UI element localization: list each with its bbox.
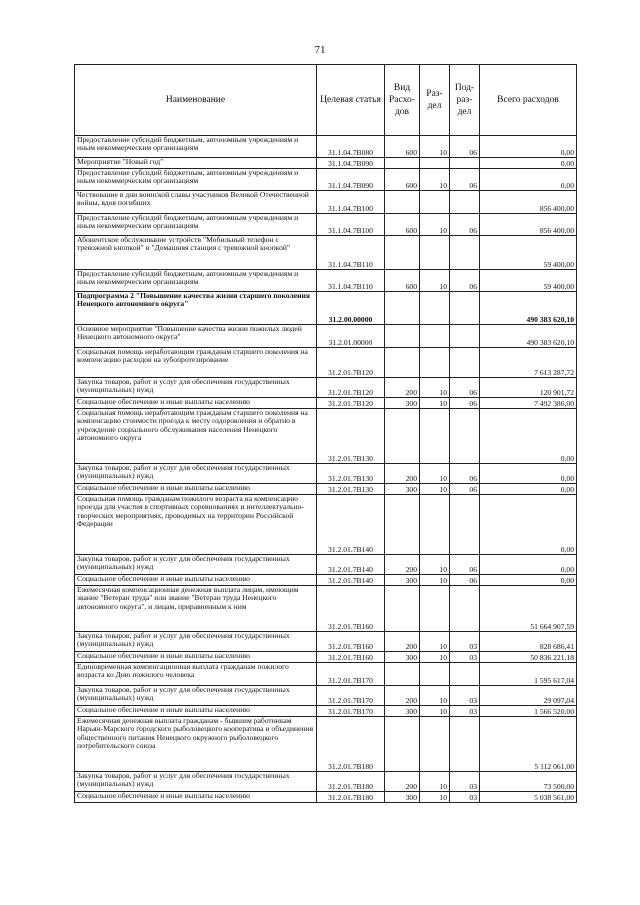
row-section [420, 717, 450, 772]
row-total: 5 112 061,00 [480, 717, 577, 772]
table-row [75, 484, 577, 495]
row-subsection: 06 [450, 484, 480, 495]
row-total: 51 664 907,59 [480, 586, 577, 632]
row-total: 0,00 [480, 158, 577, 169]
row-total: 29 097,04 [480, 686, 577, 706]
row-target-code: 31.2.01.7В140 [317, 575, 385, 586]
row-target-code: 31.2.01.7В130 [317, 464, 385, 484]
row-expense-type: 200 [385, 632, 420, 652]
row-expense-type [385, 236, 420, 270]
table-row [75, 792, 577, 803]
row-name: Социальное обеспечение и иные выплаты населению [75, 706, 317, 717]
table-row [75, 348, 577, 378]
row-total: 828 686,41 [480, 632, 577, 652]
row-name: Предоставление субсидий бюджетным, автономным учреждениям и иным некоммерческим организациям [75, 214, 317, 236]
row-expense-type: 600 [385, 214, 420, 236]
row-name: Закупка товаров, работ и услуг для обеспечения государственных (муниципальных) нужд [75, 772, 317, 792]
row-name: Предоставление субсидий бюджетным, автономным учреждениям и иным некоммерческим организациям [75, 270, 317, 292]
row-expense-type: 300 [385, 706, 420, 717]
row-name: Закупка товаров, работ и услуг для обеспечения государственных (муниципальных) нужд [75, 555, 317, 575]
row-section: 10 [420, 214, 450, 236]
row-expense-type: 200 [385, 464, 420, 484]
row-subsection: 03 [450, 772, 480, 792]
table-row [75, 270, 577, 292]
row-expense-type: 600 [385, 136, 420, 158]
row-target-code: 31.2.01.7В120 [317, 378, 385, 398]
row-total: 7 492 386,00 [480, 398, 577, 409]
row-subsection [450, 586, 480, 632]
row-total: 59 400,00 [480, 270, 577, 292]
row-subsection: 06 [450, 214, 480, 236]
table-row [75, 575, 577, 586]
table-row [75, 191, 577, 214]
row-total: 0,00 [480, 495, 577, 555]
table-row [75, 495, 577, 555]
header-subsection: Под- раз- дел [450, 65, 480, 136]
row-section: 10 [420, 652, 450, 663]
row-section: 10 [420, 632, 450, 652]
row-total: 490 383 620,10 [480, 325, 577, 348]
row-subsection [450, 292, 480, 325]
row-subsection [450, 409, 480, 464]
table-row [75, 236, 577, 270]
table-row [75, 169, 577, 191]
row-expense-type [385, 495, 420, 555]
row-target-code: 31.2.01.7В140 [317, 555, 385, 575]
table-row [75, 464, 577, 484]
row-section: 10 [420, 792, 450, 803]
row-section: 10 [420, 484, 450, 495]
row-target-code: 31.2.01.7В160 [317, 652, 385, 663]
row-expense-type: 300 [385, 484, 420, 495]
row-name: Закупка товаров, работ и услуг для обеспечения государственных (муниципальных) нужд [75, 464, 317, 484]
row-total: 1 566 520,00 [480, 706, 577, 717]
row-expense-type: 200 [385, 378, 420, 398]
row-subsection: 06 [450, 270, 480, 292]
row-section [420, 158, 450, 169]
row-total: 856 400,00 [480, 191, 577, 214]
row-target-code: 31.1.04.7В100 [317, 214, 385, 236]
row-total: 0,00 [480, 484, 577, 495]
row-section: 10 [420, 555, 450, 575]
row-subsection [450, 348, 480, 378]
table-row [75, 717, 577, 772]
row-name: Ежемесячная денежная выплата гражданам - бывшим работникам Нарьян-Марского городского рыболовецкого кооператива и объединения общественного питания Ненецкого окружного рыболовецкого потребительского союза [75, 717, 317, 772]
row-name: Социальная помощь неработающим гражданам старшего поколения на компенсацию расходов на зубопротезирование [75, 348, 317, 378]
row-target-code: 31.2.01.00000 [317, 325, 385, 348]
table-row [75, 555, 577, 575]
row-name: Основное мероприятие "Повышение качества жизни пожилых людей Ненецкого автономного округа" [75, 325, 317, 348]
row-section [420, 663, 450, 686]
row-target-code: 31.2.01.7В180 [317, 717, 385, 772]
row-total: 50 836 221,18 [480, 652, 577, 663]
row-name: Закупка товаров, работ и услуг для обеспечения государственных (муниципальных) нужд [75, 686, 317, 706]
row-subsection [450, 236, 480, 270]
table-row [75, 706, 577, 717]
row-expense-type [385, 717, 420, 772]
row-total: 7 613 287,72 [480, 348, 577, 378]
header-target: Целевая статья [317, 65, 385, 136]
row-expense-type [385, 292, 420, 325]
row-total: 856 400,00 [480, 214, 577, 236]
header-name: Наименование [75, 65, 317, 136]
row-target-code: 31.2.01.7В120 [317, 398, 385, 409]
row-expense-type [385, 586, 420, 632]
row-section [420, 191, 450, 214]
header-type: Вид Расхо- дов [385, 65, 420, 136]
header-section: Раз- дел [420, 65, 450, 136]
row-expense-type: 200 [385, 555, 420, 575]
row-target-code: 31.2.01.7В130 [317, 484, 385, 495]
row-section [420, 325, 450, 348]
row-target-code: 31.1.04.7В110 [317, 270, 385, 292]
table-row [75, 398, 577, 409]
row-subsection: 06 [450, 464, 480, 484]
table-row [75, 325, 577, 348]
table-row [75, 632, 577, 652]
row-name: Предоставление субсидий бюджетным, автономным учреждениям и иным некоммерческим организациям [75, 136, 317, 158]
row-target-code: 31.1.04.7В080 [317, 136, 385, 158]
row-name: Социальное обеспечение и иные выплаты населению [75, 398, 317, 409]
row-subsection [450, 495, 480, 555]
row-target-code: 31.2.01.7В170 [317, 663, 385, 686]
row-total: 120 901,72 [480, 378, 577, 398]
row-total: 0,00 [480, 555, 577, 575]
table-row [75, 772, 577, 792]
row-name: Единовременная компенсационная выплата гражданам пожилого возраста ко Дню пожилого человека [75, 663, 317, 686]
row-section: 10 [420, 136, 450, 158]
row-total: 0,00 [480, 169, 577, 191]
row-subsection [450, 717, 480, 772]
row-subsection: 06 [450, 378, 480, 398]
row-target-code: 31.1.04.7В100 [317, 191, 385, 214]
row-section: 10 [420, 772, 450, 792]
row-subsection: 03 [450, 792, 480, 803]
row-section [420, 409, 450, 464]
table-header-row [75, 65, 577, 136]
row-name: Социальная помощь неработающим гражданам старшего поколения на компенсацию стоимости проезда к месту оздоровления и обратно в учреждение социального обслуживания населения Ненецкого автономного округа [75, 409, 317, 464]
row-total: 0,00 [480, 409, 577, 464]
table-row [75, 214, 577, 236]
row-name: Абонентское обслуживание устройств "Мобильный телефон с тревожной кнопкой" и "Домашняя станция с тревожной кнопкой" [75, 236, 317, 270]
row-subsection: 06 [450, 555, 480, 575]
table-row [75, 686, 577, 706]
row-section [420, 495, 450, 555]
row-name: Социальное обеспечение и иные выплаты населению [75, 792, 317, 803]
row-expense-type [385, 348, 420, 378]
row-target-code: 31.2.01.7В120 [317, 348, 385, 378]
row-total: 490 383 620,10 [480, 292, 577, 325]
row-section: 10 [420, 169, 450, 191]
row-name: Подпрограмма 2 "Повышение качества жизни старшего поколения Ненецкого автономного округа" [75, 292, 317, 325]
row-subsection: 03 [450, 632, 480, 652]
row-subsection: 06 [450, 398, 480, 409]
header-total: Всего расходов [480, 65, 577, 136]
row-target-code: 31.1.04.7В090 [317, 169, 385, 191]
row-name: Социальное обеспечение и иные выплаты населению [75, 484, 317, 495]
row-subsection [450, 158, 480, 169]
row-total: 59 400,00 [480, 236, 577, 270]
row-expense-type: 600 [385, 270, 420, 292]
row-name: Мероприятие "Новый год" [75, 158, 317, 169]
row-expense-type [385, 158, 420, 169]
page-number: 71 [314, 44, 326, 56]
table-row [75, 663, 577, 686]
row-section: 10 [420, 464, 450, 484]
table-body [75, 136, 577, 803]
row-total: 1 595 617,04 [480, 663, 577, 686]
budget-table [74, 64, 577, 803]
row-expense-type [385, 325, 420, 348]
row-subsection: 03 [450, 652, 480, 663]
row-subsection: 03 [450, 686, 480, 706]
row-section: 10 [420, 706, 450, 717]
row-total: 0,00 [480, 464, 577, 484]
row-subsection: 06 [450, 136, 480, 158]
row-name: Чествование в дни воинской славы участников Великой Отечественной войны, вдов погибших [75, 191, 317, 214]
row-target-code: 31.1.04.7В110 [317, 236, 385, 270]
row-subsection: 03 [450, 706, 480, 717]
row-total: 73 500,00 [480, 772, 577, 792]
row-name: Социальная помощь гражданам пожилого возраста на компенсацию проезда для участия в спортивных соревнованиях и интеллектуально-творческих мероприятиях, проводимых на территории Российской Федерации [75, 495, 317, 555]
row-expense-type [385, 663, 420, 686]
row-expense-type: 600 [385, 169, 420, 191]
row-total: 0,00 [480, 136, 577, 158]
row-expense-type: 300 [385, 652, 420, 663]
table-row [75, 652, 577, 663]
row-section: 10 [420, 398, 450, 409]
table-row [75, 409, 577, 464]
row-name: Социальное обеспечение и иные выплаты населению [75, 652, 317, 663]
row-expense-type: 300 [385, 792, 420, 803]
row-target-code: 31.2.01.7В170 [317, 686, 385, 706]
table-row [75, 586, 577, 632]
row-target-code: 31.1.04.7В090 [317, 158, 385, 169]
row-section [420, 348, 450, 378]
table-row [75, 378, 577, 398]
row-name: Предоставление субсидий бюджетным, автономным учреждениям и иным некоммерческим организациям [75, 169, 317, 191]
row-target-code: 31.2.01.7В180 [317, 792, 385, 803]
row-name: Закупка товаров, работ и услуг для обеспечения государственных (муниципальных) нужд [75, 632, 317, 652]
row-expense-type: 200 [385, 686, 420, 706]
row-section: 10 [420, 270, 450, 292]
row-total: 0,00 [480, 575, 577, 586]
row-expense-type: 200 [385, 772, 420, 792]
row-target-code: 31.2.01.7В160 [317, 586, 385, 632]
row-expense-type: 300 [385, 398, 420, 409]
row-section: 10 [420, 686, 450, 706]
table-row [75, 158, 577, 169]
table-row [75, 292, 577, 325]
row-target-code: 31.2.00.00000 [317, 292, 385, 325]
row-target-code: 31.2.01.7В180 [317, 772, 385, 792]
row-subsection: 06 [450, 169, 480, 191]
row-subsection [450, 325, 480, 348]
row-name: Ежемесячная компенсационная денежная выплата лицам, имеющим звание "Ветеран труда" или звание "Ветеран труда Ненецкого автономного округа", и лицам, приравненным к ним [75, 586, 317, 632]
row-expense-type: 300 [385, 575, 420, 586]
row-section [420, 292, 450, 325]
table-row [75, 136, 577, 158]
row-subsection: 06 [450, 575, 480, 586]
row-subsection [450, 191, 480, 214]
row-name: Социальное обеспечение и иные выплаты населению [75, 575, 317, 586]
row-name: Закупка товаров, работ и услуг для обеспечения государственных (муниципальных) нужд [75, 378, 317, 398]
row-subsection [450, 663, 480, 686]
row-target-code: 31.2.01.7В160 [317, 632, 385, 652]
row-target-code: 31.2.01.7В170 [317, 706, 385, 717]
row-target-code: 31.2.01.7В130 [317, 409, 385, 464]
row-target-code: 31.2.01.7В140 [317, 495, 385, 555]
row-section [420, 236, 450, 270]
row-section [420, 586, 450, 632]
row-section: 10 [420, 575, 450, 586]
row-expense-type [385, 409, 420, 464]
row-total: 5 038 561,00 [480, 792, 577, 803]
row-expense-type [385, 191, 420, 214]
row-section: 10 [420, 378, 450, 398]
